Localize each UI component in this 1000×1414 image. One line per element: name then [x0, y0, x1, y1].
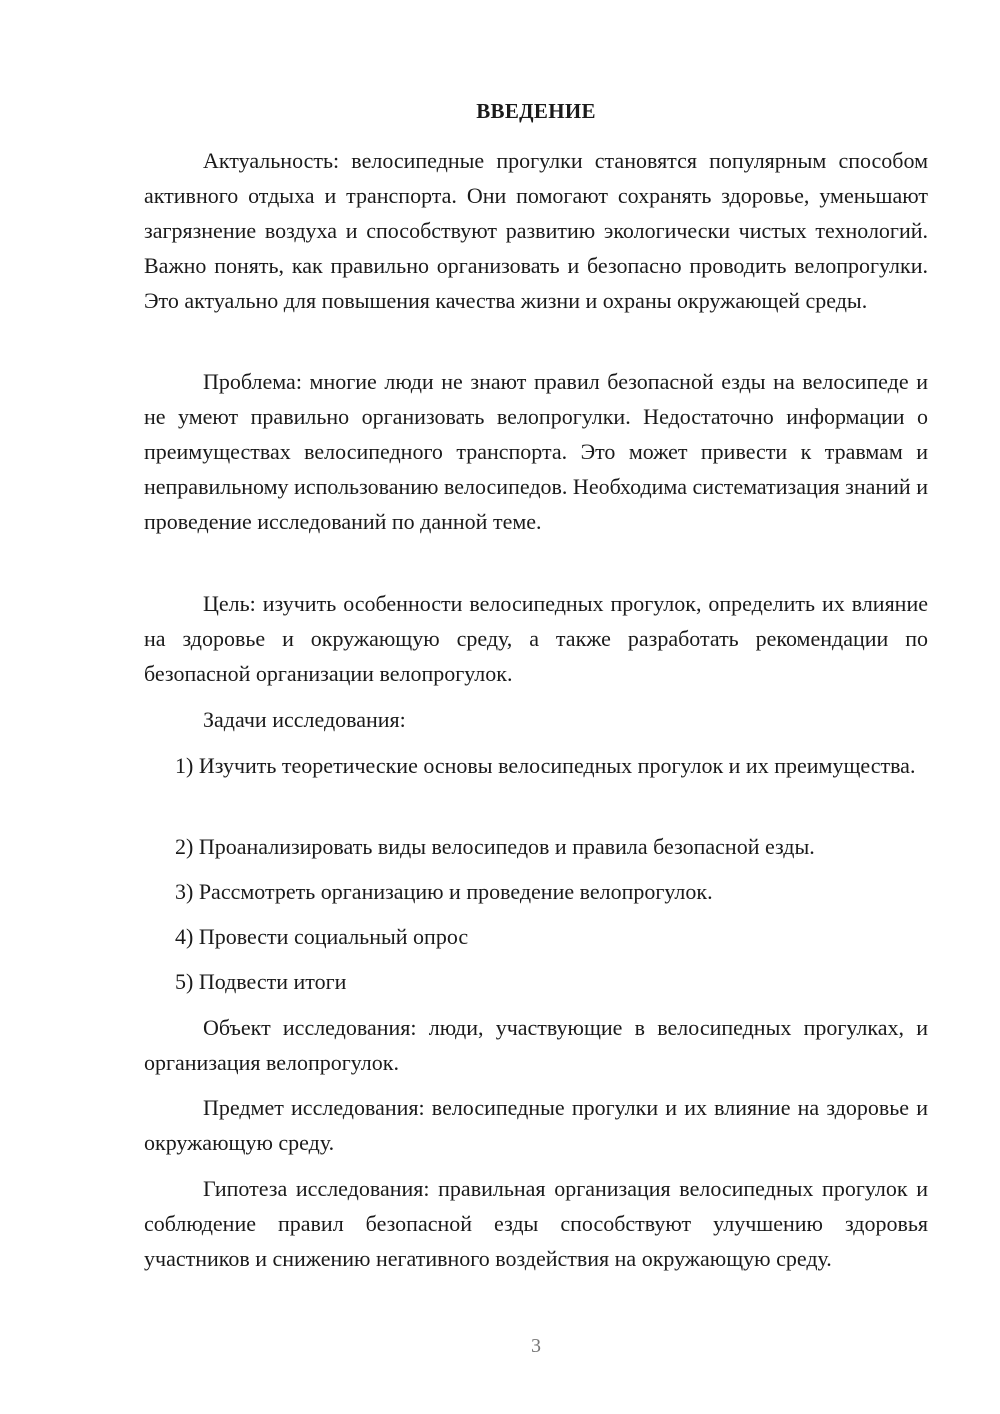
goal-paragraph: Цель: изучить особенности велосипедных прогулок, определить их влияние на здоровье и окружающую среду, а также разработать рекомендации по безопасной организации велопрогулок. [144, 591, 928, 686]
tasks-heading: Задачи исследования: [203, 707, 406, 732]
task-item-4: 4) Провести социальный опрос [175, 924, 469, 949]
task-item-5: 5) Подвести итоги [175, 969, 347, 994]
task-item-2: 2) Проанализировать виды велосипедов и правила безопасной езды. [175, 834, 815, 859]
object-paragraph: Объект исследования: люди, участвующие в велосипедных прогулках, и организация велопрогулок. [144, 1015, 928, 1075]
page-number: 3 [531, 1335, 541, 1357]
document-title: ВВЕДЕНИЕ [476, 99, 596, 123]
task-item-3: 3) Рассмотреть организацию и проведение велопрогулок. [175, 879, 713, 904]
task-item-1: 1) Изучить теоретические основы велосипедных прогулок и их преимущества. [175, 753, 916, 778]
hypothesis-paragraph: Гипотеза исследования: правильная организация велосипедных прогулок и соблюдение правил безопасной езды способствуют улучшению здоровья участников и снижению негативного воздействия на окружающую среду. [144, 1176, 928, 1271]
subject-paragraph: Предмет исследования: велосипедные прогулки и их влияние на здоровье и окружающую среду. [144, 1095, 928, 1155]
problem-paragraph: Проблема: многие люди не знают правил безопасной езды на велосипеде и не умеют правильно организовать велопрогулки. Недостаточно информации о преимуществах велосипедного транспорта. Это может привести к травмам и неправильному использованию велосипедов. Необходима систематизация знаний и проведение исследований по данной теме. [144, 369, 928, 534]
relevance-paragraph: Актуальность: велосипедные прогулки становятся популярным способом активного отдыха и транспорта. Они помогают сохранять здоровье, уменьшают загрязнение воздуха и способствуют развитию экологически чистых технологий. Важно понять, как правильно организовать и безопасно проводить велопрогулки. Это актуально для повышения качества жизни и охраны окружающей среды. [144, 148, 928, 313]
